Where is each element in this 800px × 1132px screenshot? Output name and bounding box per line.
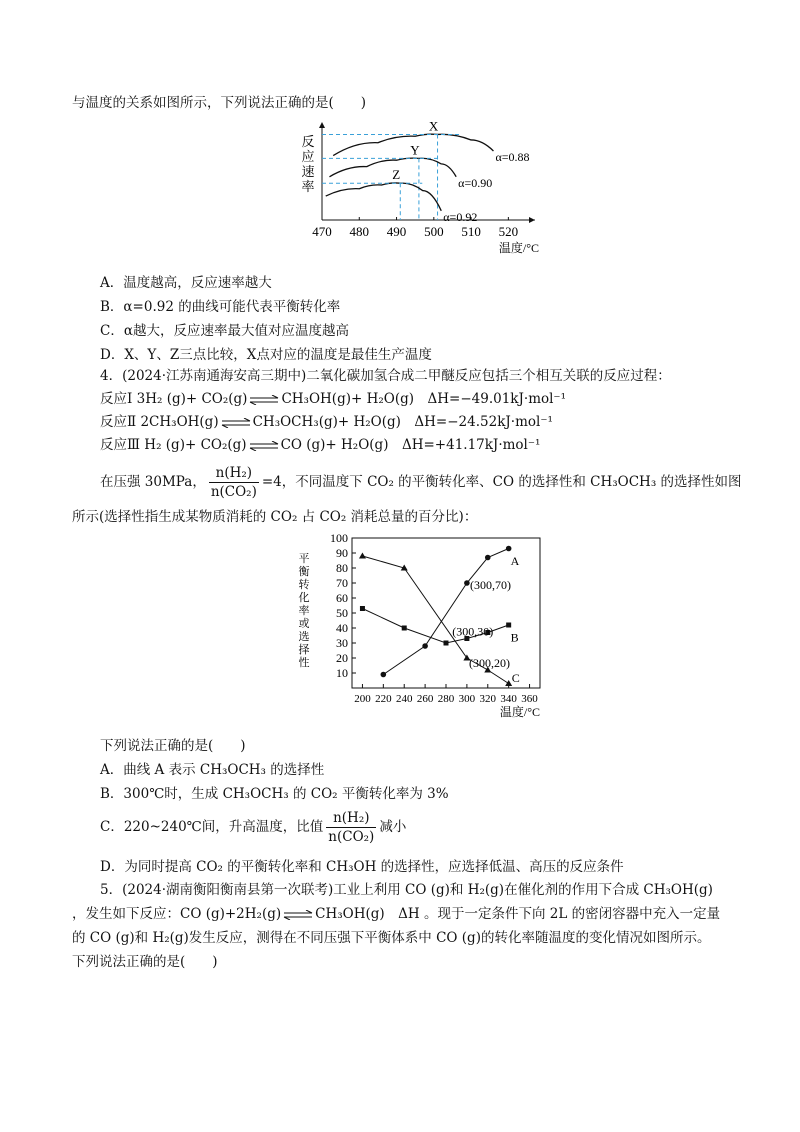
y-label-char: 率 bbox=[298, 605, 310, 617]
y-label-char: 或 bbox=[298, 618, 310, 630]
y-tick-label: 40 bbox=[336, 621, 348, 635]
x-tick-label: 360 bbox=[521, 693, 538, 705]
y-axis-arrow-icon bbox=[319, 122, 325, 128]
reaction-2-left: 反应Ⅱ 2CH₃OH(g) bbox=[100, 414, 219, 430]
x-tick-label: 490 bbox=[386, 224, 407, 239]
x-tick-label: 240 bbox=[395, 693, 413, 705]
x-tick-label: 320 bbox=[479, 693, 497, 705]
reaction-1-left: 反应Ⅰ 3H₂ (g)+ CO₂(g) bbox=[100, 391, 248, 407]
x-tick-label: 480 bbox=[349, 224, 370, 239]
q4-question: 下列说法正确的是( ) bbox=[100, 738, 246, 754]
x-axis-arrow-icon bbox=[529, 217, 535, 223]
peak-label: Y bbox=[410, 142, 420, 158]
y-tick-label: 50 bbox=[336, 606, 348, 620]
point-b bbox=[360, 606, 365, 611]
reaction-2-right: CH₃OCH₃(g)+ H₂O(g) ΔH=−24.52kJ·mol⁻¹ bbox=[252, 414, 553, 430]
x-tick-label: 260 bbox=[416, 693, 434, 705]
fraction-numerator: n(H₂) bbox=[209, 464, 259, 483]
x-tick-label: 510 bbox=[461, 224, 481, 239]
series-label: B bbox=[510, 630, 519, 645]
q4-reaction-2 bbox=[100, 412, 553, 432]
point-c bbox=[359, 553, 366, 559]
y-tick-label: 60 bbox=[336, 591, 348, 605]
fraction-denominator: n(CO₂) bbox=[328, 829, 375, 845]
q3-option-a[interactable]: A．温度越高，反应速率越大 bbox=[100, 275, 272, 291]
q4-condition bbox=[100, 462, 742, 502]
y-tick-label: 70 bbox=[336, 576, 348, 590]
q3-option-c[interactable]: C．α越大，反应速率最大值对应温度越高 bbox=[100, 323, 349, 339]
y-label-char: 化 bbox=[298, 592, 310, 604]
condition-post: =4，不同温度下 CO₂ 的平衡转化率、CO 的选择性和 CH₃OCH₃ 的选择性如图 bbox=[261, 474, 742, 490]
point-annotation: (300,20) bbox=[468, 656, 510, 670]
q5-line-1: 5．(2024·湖南衡阳衡南县第一次联考)工业上利用 CO (g)和 H₂(g)在催化剂的作用下合成 CH₃OH(g) bbox=[100, 882, 713, 898]
y-tick-label: 100 bbox=[330, 531, 348, 545]
q3-option-d[interactable]: D．X、Y、Z三点比较，X点对应的温度是最佳生产温度 bbox=[100, 347, 432, 363]
q4-option-c[interactable] bbox=[100, 807, 406, 847]
condition-pre: 在压强 30MPa， bbox=[100, 474, 206, 490]
reaction-3-left: 反应Ⅲ H₂ (g)+ CO₂(g) bbox=[100, 437, 247, 453]
y-tick-label: 10 bbox=[336, 666, 348, 680]
x-axis-label: 温度/°C bbox=[499, 705, 540, 719]
q4-condition-line2: 所示(选择性指生成某物质消耗的 CO₂ 占 CO₂ 消耗总量的百分比)： bbox=[72, 509, 478, 525]
point-annotation: (300,30) bbox=[452, 624, 494, 639]
y-label-char: 择 bbox=[298, 644, 310, 656]
point-a bbox=[381, 672, 387, 678]
x-tick-label: 220 bbox=[375, 693, 392, 705]
y-label-char: 速 bbox=[301, 164, 315, 179]
peak-label: Z bbox=[392, 167, 401, 183]
point-a bbox=[506, 546, 512, 552]
y-tick-label: 90 bbox=[336, 546, 348, 560]
series-label: α=0.90 bbox=[458, 175, 493, 190]
equilibrium-arrow-icon bbox=[283, 910, 313, 920]
q5-line-3: 的 CO (g)和 H₂(g)发生反应，测得在不同压强下平衡体系中 CO (g)的转化率随温度的变化情况如图所示。 bbox=[72, 930, 711, 946]
point-a bbox=[464, 580, 470, 586]
q5-line-4: 下列说法正确的是( ) bbox=[72, 954, 218, 970]
series-label: A bbox=[510, 554, 520, 568]
q4-option-a[interactable]: A．曲线 A 表示 CH₃OCH₃ 的选择性 bbox=[100, 762, 325, 778]
selectivity-chart bbox=[290, 530, 550, 730]
y-label-char: 衡 bbox=[298, 566, 310, 578]
x-tick-label: 500 bbox=[424, 224, 444, 239]
q4-stem: 4．(2024·江苏南通海安高三期中)二氧化碳加氢合成二甲醚反应包括三个相互关联的反应过程： bbox=[100, 368, 671, 384]
reaction-1-right: CH₃OH(g)+ H₂O(g) ΔH=−49.01kJ·mol⁻¹ bbox=[281, 391, 566, 407]
q3-stem: 与温度的关系如图所示，下列说法正确的是( ) bbox=[72, 95, 367, 111]
y-label-char: 率 bbox=[301, 179, 315, 194]
point-b bbox=[402, 626, 407, 631]
q4-reaction-1 bbox=[100, 389, 566, 409]
curve-z bbox=[326, 183, 442, 211]
q5-line-2 bbox=[72, 904, 720, 924]
q4-option-b[interactable]: B．300℃时，生成 CH₃OCH₃ 的 CO₂ 平衡转化率为 3% bbox=[100, 786, 449, 802]
y-label-char: 反 bbox=[301, 134, 315, 149]
point-annotation: (300,70) bbox=[470, 578, 512, 592]
ratio-fraction bbox=[209, 464, 259, 501]
option-c-fraction bbox=[326, 809, 376, 846]
point-a bbox=[422, 643, 428, 649]
q3-option-b[interactable]: B．α=0.92 的曲线可能代表平衡转化率 bbox=[100, 299, 341, 315]
x-tick-label: 470 bbox=[312, 224, 332, 239]
q5-line-2-a: ，发生如下反应：CO (g)+2H₂(g) bbox=[72, 906, 282, 922]
q4-option-d[interactable]: D．为同时提高 CO₂ 的平衡转化率和 CH₃OH 的选择性，应选择低温、高压的反应条件 bbox=[100, 859, 624, 875]
equilibrium-arrow-icon bbox=[249, 395, 279, 405]
y-tick-label: 20 bbox=[336, 651, 348, 665]
reaction-3-right: CO (g)+ H₂O(g) ΔH=+41.17kJ·mol⁻¹ bbox=[280, 437, 541, 453]
y-label-char: 性 bbox=[298, 657, 310, 669]
x-tick-label: 200 bbox=[354, 693, 371, 705]
y-label-char: 选 bbox=[298, 631, 310, 643]
option-c-post: 减小 bbox=[379, 819, 407, 835]
x-tick-label: 280 bbox=[437, 693, 455, 705]
y-label-char: 平 bbox=[298, 553, 310, 565]
point-b bbox=[506, 623, 511, 628]
x-tick-label: 300 bbox=[458, 693, 476, 705]
series-label: C bbox=[511, 671, 520, 685]
y-label-char: 转 bbox=[298, 579, 310, 591]
x-tick-label: 340 bbox=[500, 693, 517, 705]
equilibrium-arrow-icon bbox=[249, 441, 279, 451]
series-label: α=0.92 bbox=[443, 209, 478, 224]
equilibrium-arrow-icon bbox=[221, 418, 251, 428]
fraction-numerator: n(H₂) bbox=[326, 809, 376, 828]
rate-temperature-chart bbox=[300, 118, 540, 266]
x-axis-label: 温度/°C bbox=[498, 241, 539, 255]
fraction-denominator: n(CO₂) bbox=[210, 484, 257, 500]
peak-label: X bbox=[428, 118, 439, 134]
series-label: α=0.88 bbox=[495, 150, 530, 164]
point-b bbox=[444, 641, 449, 646]
q5-line-2-b: CH₃OH(g) ΔH 。现于一定条件下向 2L 的密闭容器中充入一定量 bbox=[315, 906, 721, 922]
y-label-char: 应 bbox=[301, 149, 315, 164]
option-c-pre: C．220~240℃间，升高温度，比值 bbox=[100, 819, 324, 835]
point-a bbox=[485, 555, 491, 561]
q4-reaction-3 bbox=[100, 435, 540, 455]
y-tick-label: 30 bbox=[336, 636, 348, 650]
x-tick-label: 520 bbox=[498, 224, 519, 239]
y-tick-label: 80 bbox=[336, 561, 348, 575]
